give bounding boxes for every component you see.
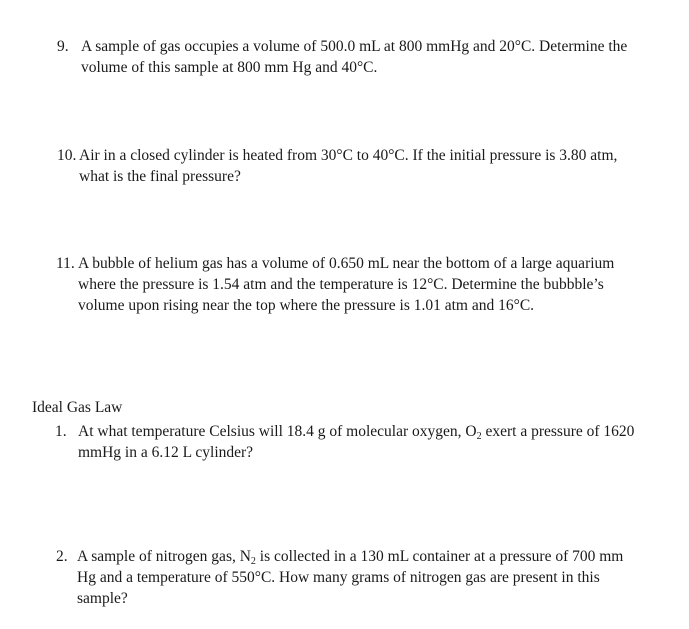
problem-11: [56, 253, 614, 316]
ideal-gas-problem-2: [56, 546, 623, 609]
problem-number: 11.: [56, 255, 75, 272]
problem-text-line: A bubble of helium gas has a volume of 0.650 mL near the bottom of a large aquarium: [78, 255, 615, 272]
problem-number: 2.: [56, 548, 68, 565]
problem-text-line: At what temperature Celsius will 18.4 g of molecular oxygen, $O_2$ exert a pressure of 1620: [78, 423, 635, 442]
problem-text-line: sample?: [77, 590, 128, 607]
ideal-gas-problem-1: [55, 421, 634, 463]
problem-text-line: Hg and a temperature of 550°C. How many grams of nitrogen gas are present in this: [77, 569, 600, 586]
problem-text-line: A sample of nitrogen gas, $N_2$ is collected in a 130 mL container at a pressure of 700 mm: [77, 548, 624, 567]
problem-text-line: where the pressure is 1.54 atm and the temperature is 12°C. Determine the bubbble’s: [78, 276, 604, 293]
problem-9: [57, 36, 627, 78]
problem-text-line: volume of this sample at 800 mm Hg and 40°C.: [81, 59, 378, 76]
subscript: 2: [476, 431, 482, 442]
problem-number: 9.: [57, 38, 69, 55]
problem-text-line: Air in a closed cylinder is heated from 30°C to 40°C. If the initial pressure is 3.80 atm,: [79, 147, 618, 164]
problem-number: 1.: [55, 423, 67, 440]
problem-text-line: what is the final pressure?: [79, 168, 241, 185]
problem-number: 10.: [57, 147, 77, 164]
problem-text-line: mmHg in a 6.12 L cylinder?: [78, 444, 254, 461]
subscript: 2: [250, 556, 256, 567]
problem-text-line: A sample of gas occupies a volume of 500.0 mL at 800 mmHg and 20°C. Determine the: [81, 38, 628, 55]
problem-10: [57, 145, 617, 187]
problem-text-line: volume upon rising near the top where the pressure is 1.01 atm and 16°C.: [78, 297, 535, 314]
section-heading-ideal-gas-law: Ideal Gas Law: [32, 399, 123, 416]
